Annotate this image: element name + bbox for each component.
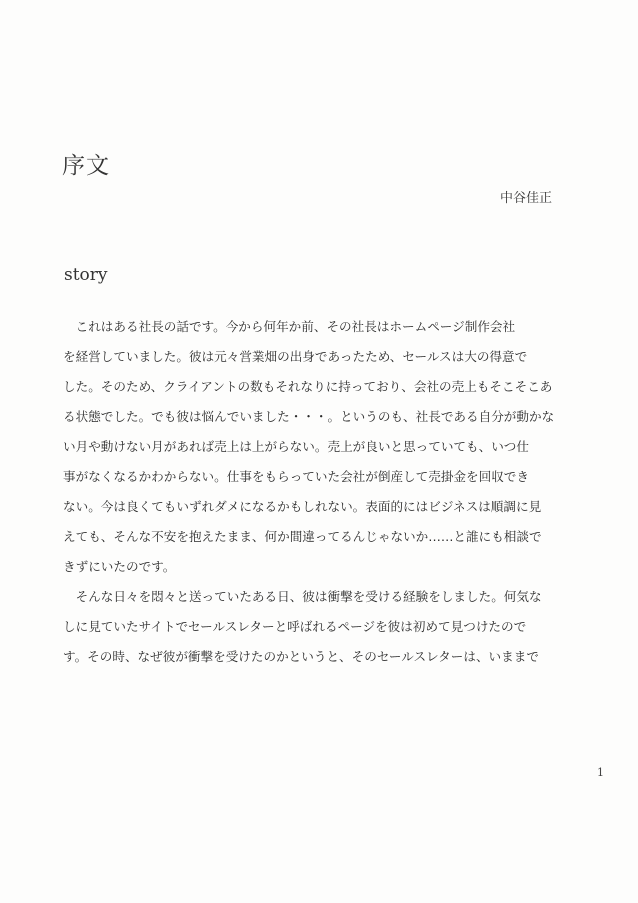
text-line: きずにいたのです。 <box>63 559 176 574</box>
text-line: 事がなくなるかわからない。仕事をもらっていた会社が倒産して売掛金を回収でき <box>63 469 529 484</box>
document-title: 序文 <box>62 153 110 179</box>
text-line: る状態でした。でも彼は悩んでいました・・・。というのも、社長である自分が動かな <box>63 409 555 424</box>
text-line: した。そのため、クライアントの数もそれなりに持っており、会社の売上もそこそこあ <box>63 379 553 394</box>
text-line: い月や動けない月があれば売上は上がらない。売上が良いと思っていても、いつ仕 <box>63 439 529 454</box>
text-line: を経営していました。彼は元々営業畑の出身であったため、セールスは大の得意で <box>63 349 528 364</box>
text-line: す。その時、なぜ彼が衝撃を受けたのかというと、そのセールスレターは、いままで <box>63 649 539 664</box>
page-number: 1 <box>597 766 604 779</box>
text-line: えても、そんな不安を抱えたまま、何か間違ってるんじゃないか……と誰にも相談で <box>63 529 542 544</box>
text-line: これはある社長の話です。今から何年か前、その社長はホームページ制作会社 <box>63 319 516 334</box>
text-line: しに見ていたサイトでセールスレターと呼ばれるページを彼は初めて見つけたので <box>63 619 527 634</box>
section-heading: story <box>64 265 108 285</box>
body-text <box>63 317 563 677</box>
text-line: そんな日々を悶々と送っていたある日、彼は衝撃を受ける経験をしました。何気な <box>63 589 542 604</box>
text-line: ない。今は良くてもいずれダメになるかもしれない。表面的にはビジネスは順調に見 <box>63 499 542 514</box>
author-name: 中谷佳正 <box>499 191 552 206</box>
